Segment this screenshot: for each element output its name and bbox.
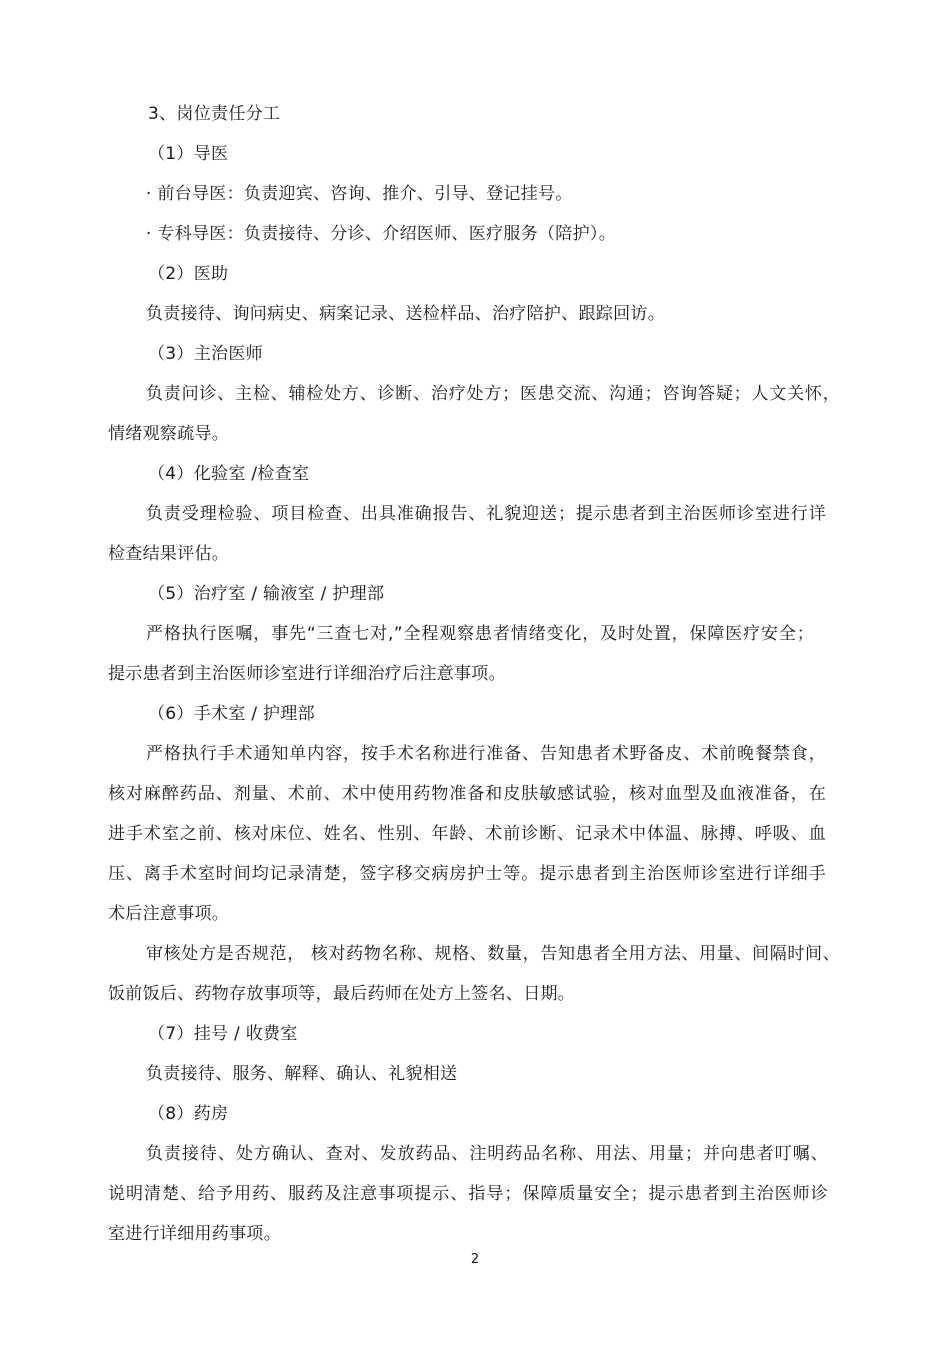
heading-attending: （3）主治医师 — [148, 344, 263, 364]
paragraph-line: · 专科导医：负责接待、分诊、介绍医师、医疗服务（陪护）。 — [146, 224, 617, 244]
paragraph-line: 负责问诊、主检、辅检处方、诊断、治疗处方；医患交流、沟通；咨询答疑；人文关怀， — [146, 384, 840, 404]
paragraph-line: · 前台导医：负责迎宾、咨询、推介、引导、登记挂号。 — [146, 184, 573, 204]
paragraph-line: 负责受理检验、项目检查、出具准确报告、礼貌迎送；提示患者到主治医师诊室进行详 — [146, 504, 826, 524]
paragraph-line: 严格执行手术通知单内容，按手术名称进行准备、告知患者术野备皮、术前晚餐禁食， — [146, 744, 826, 764]
heading-lab: （4）化验室 /检查室 — [148, 464, 310, 484]
paragraph-line: 负责接待、服务、解释、确认、礼貌相送 — [146, 1064, 458, 1084]
heading-assistant: （2）医助 — [148, 264, 229, 284]
paragraph-line: 饭前饭后、药物存放事项等，最后药师在处方上签名、日期。 — [108, 984, 576, 1004]
paragraph-line: 审核处方是否规范， 核对药物名称、规格、数量，告知患者全用方法、用量、间隔时间、 — [146, 944, 840, 964]
paragraph-line: 进手术室之前、核对床位、姓名、性别、年龄、术前诊断、记录术中体温、脉搏、呼吸、血 — [108, 824, 826, 844]
paragraph-line: 说明清楚、给予用药、服药及注意事项提示、指导；保障质量安全；提示患者到主治医师诊 — [108, 1184, 828, 1204]
heading-treatment: （5）治疗室 / 输液室 / 护理部 — [148, 584, 385, 604]
section-title: 3、岗位责任分工 — [148, 104, 281, 124]
paragraph-line: 检查结果评估。 — [108, 544, 230, 564]
paragraph-line: 提示患者到主治医师诊室进行详细治疗后注意事项。 — [108, 664, 506, 684]
paragraph-line: 情绪观察疏导。 — [108, 424, 230, 444]
paragraph-line: 压、离手术室时间均记录清楚，签字移交病房护士等。提示患者到主治医师诊室进行详细手 — [108, 864, 826, 884]
heading-pharmacy: （8）药房 — [148, 1104, 229, 1124]
paragraph-line: 严格执行医嘱，事先“三查七对,”全程观察患者情绪变化，及时处置，保障医疗安全； — [146, 624, 814, 644]
page-number: 2 — [470, 1252, 480, 1267]
paragraph-line: 核对麻醉药品、剂量、术前、术中使用药物准备和皮肤敏感试验，核对血型及血液准备，在 — [108, 784, 826, 804]
paragraph-line: 负责接待、询问病史、病案记录、送检样品、治疗陪护、跟踪回访。 — [146, 304, 665, 324]
paragraph-line: 术后注意事项。 — [108, 904, 230, 924]
paragraph-line: 负责接待、处方确认、查对、发放药品、注明药品名称、用法、用量；并向患者叮嘱、 — [146, 1144, 828, 1164]
heading-guide: （1）导医 — [148, 144, 229, 164]
heading-registration: （7）挂号 / 收费室 — [148, 1024, 298, 1044]
paragraph-line: 室进行详细用药事项。 — [108, 1224, 281, 1244]
heading-surgery: （6）手术室 / 护理部 — [148, 704, 315, 724]
